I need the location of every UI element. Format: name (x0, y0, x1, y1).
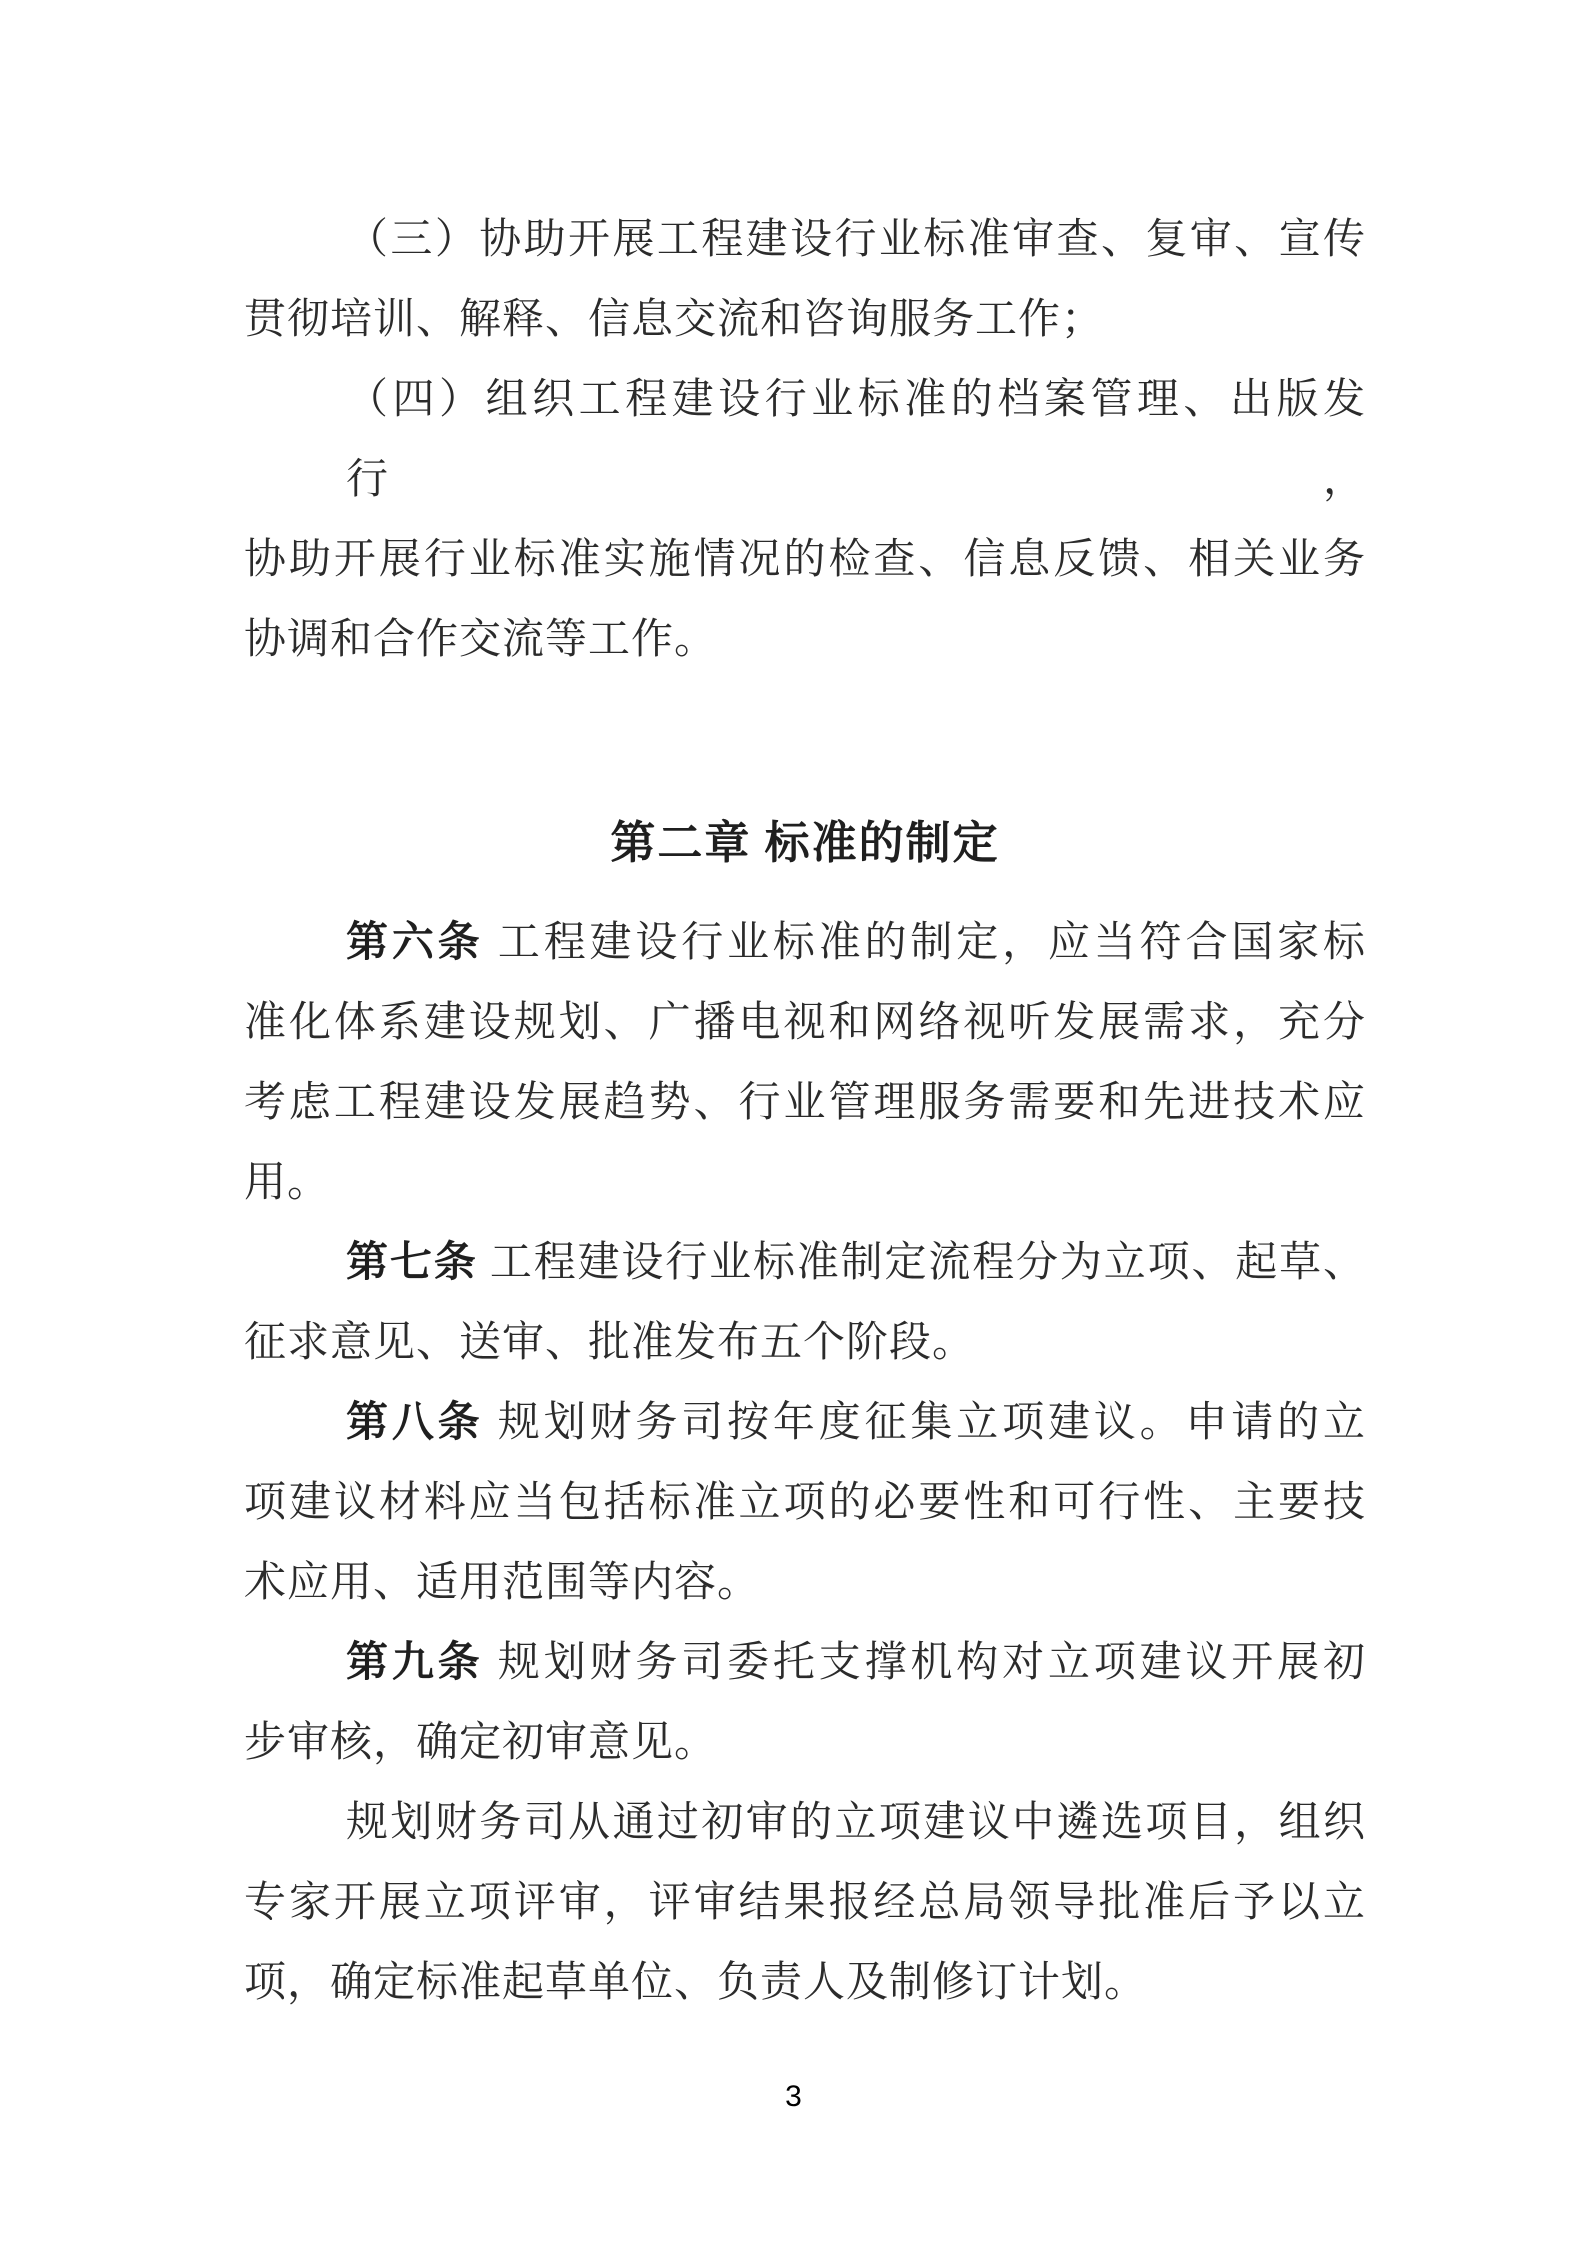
text-segment: 步审核，确定初审意见。 (244, 1720, 718, 1766)
text-line (244, 1943, 1366, 2023)
text-line (244, 1143, 1366, 1223)
text-segment: 专家开展立项评审，评审结果报经总局领导批准后予以立 (244, 1880, 1366, 1926)
text-segment: 规划财务司按年度征集立项建议。申请的立 (483, 1400, 1366, 1446)
text-line (244, 1623, 1366, 1703)
text-segment: 项建议材料应当包括标准立项的必要性和可行性、主要技 (244, 1480, 1366, 1526)
text-line (244, 520, 1366, 600)
page-number: 3 (785, 2080, 802, 2113)
text-segment: 考虑工程建设发展趋势、行业管理服务需要和先进技术应 (244, 1080, 1366, 1126)
text-line (244, 1703, 1366, 1783)
text-segment: 贯彻培训、解释、信息交流和咨询服务工作； (244, 297, 1105, 343)
text-line (244, 903, 1366, 983)
text-segment: 协助开展行业标准实施情况的检查、信息反馈、相关业务 (244, 537, 1366, 583)
text-segment: 征求意见、送审、批准发布五个阶段。 (244, 1320, 976, 1366)
text-segment: 术应用、适用范围等内容。 (244, 1560, 761, 1606)
text-line (244, 1383, 1366, 1463)
text-segment: 准化体系建设规划、广播电视和网络视听发展需求，充分 (244, 1000, 1366, 1046)
text-segment: （三）协助开展工程建设行业标准审查、复审、宣传 (346, 217, 1366, 263)
text-line (244, 1783, 1366, 1863)
text-line (244, 1223, 1366, 1303)
text-line (244, 200, 1366, 280)
chapter-heading: 第二章 标准的制定 (610, 818, 1000, 868)
text-segment: 用。 (244, 1160, 331, 1206)
text-line (244, 1543, 1366, 1623)
article-number: 第六条 (346, 920, 484, 966)
article-number: 第八条 (346, 1400, 484, 1446)
text-line (244, 1303, 1366, 1383)
text-segment: 项，确定标准起草单位、负责人及制修订计划。 (244, 1960, 1148, 2006)
document-body (244, 200, 1366, 2023)
text-line (244, 280, 1366, 360)
text-segment: 工程建设行业标准的制定，应当符合国家标 (483, 920, 1366, 966)
text-line (244, 600, 1366, 680)
text-line (244, 1863, 1366, 1943)
article-number: 第七条 (346, 1240, 478, 1286)
article-number: 第九条 (346, 1640, 484, 1686)
text-line (244, 983, 1366, 1063)
text-segment: 规划财务司从通过初审的立项建议中遴选项目，组织 (346, 1800, 1366, 1846)
text-segment: 协调和合作交流等工作。 (244, 617, 718, 663)
text-line (244, 1063, 1366, 1143)
text-line (244, 1463, 1366, 1543)
text-segment: 规划财务司委托支撑机构对立项建议开展初 (483, 1640, 1366, 1686)
text-segment: （四）组织工程建设行业标准的档案管理、出版发行， (346, 377, 1366, 503)
text-line (244, 360, 1366, 520)
text-segment: 工程建设行业标准制定流程分为立项、起草、 (477, 1240, 1366, 1286)
